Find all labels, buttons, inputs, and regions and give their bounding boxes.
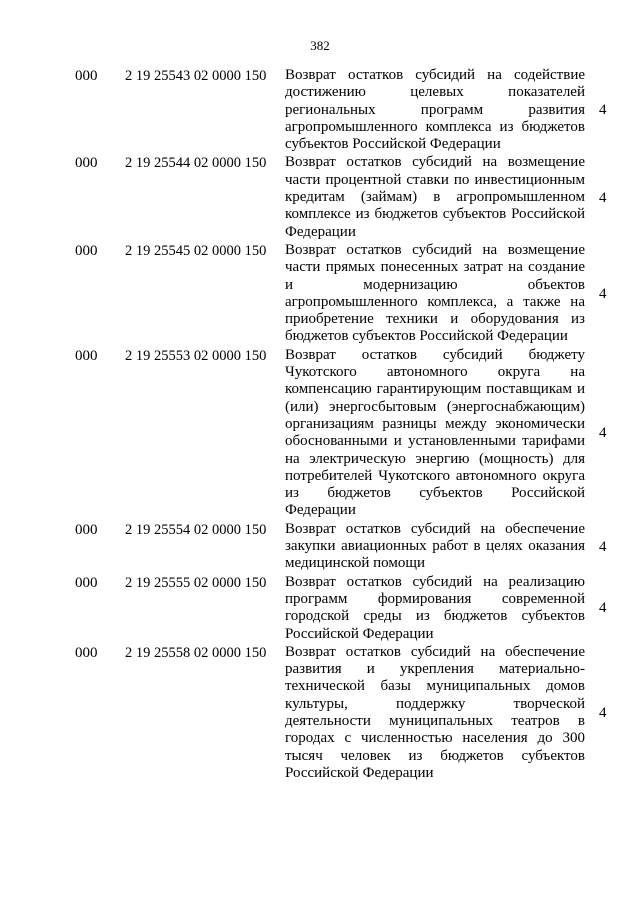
amount-value: 4 — [599, 189, 607, 206]
item-name: Возврат остатков субсидий на реализацию программ формирования современной городской среды из бюджетов субъектов Российской Федерации — [285, 573, 585, 642]
budget-classification-code: 2 19 25555 02 0000 150 — [125, 574, 267, 591]
admin-code: 000 — [75, 242, 98, 259]
table-row — [0, 521, 640, 573]
item-name: Возврат остатков субсидий на возмещение части процентной ставки по инвестиционным кредитам (займам) в агропромышленном комплексе из бюджетов субъектов Российской Федерации — [285, 154, 585, 240]
table-row — [0, 242, 640, 346]
admin-code: 000 — [75, 521, 98, 538]
table-row — [0, 574, 640, 643]
amount-value: 4 — [599, 600, 607, 617]
table-row — [0, 644, 640, 782]
admin-code: 000 — [75, 347, 98, 364]
table-row — [0, 347, 640, 520]
budget-classification-code: 2 19 25545 02 0000 150 — [125, 242, 267, 259]
item-name: Возврат остатков субсидий на обеспечение развития и укрепления материально-технической базы муниципальных домов культуры, поддержку творческой деятельности муниципальных театров в городах с численностью населения до 300 тысяч человек из бюджетов субъектов Российской Федерации — [285, 643, 585, 781]
budget-classification-code: 2 19 25553 02 0000 150 — [125, 347, 267, 364]
budget-classification-code: 2 19 25554 02 0000 150 — [125, 521, 267, 538]
item-name: Возврат остатков субсидий на возмещение части прямых понесенных затрат на создание и модернизацию объектов агропромышленного комплекса, а также на приобретение техники и оборудования из бюджетов субъектов Российской Федерации — [285, 241, 585, 345]
amount-value: 4 — [599, 102, 607, 119]
item-name: Возврат остатков субсидий на содействие достижению целевых показателей региональных программ развития агропромышленного комплекса из бюджетов субъектов Российской Федерации — [285, 67, 585, 153]
item-name: Возврат остатков субсидий бюджету Чукотского автономного округа на компенсацию гарантирующим поставщикам и (или) энергосбытовым (энергоснабжающим) организациям разницы между экономически обоснованными и установленными тарифами на электрическую энергию (мощность) для потребителей Чукотского автономного округа из бюджетов субъектов Российской Федерации — [285, 346, 585, 519]
admin-code: 000 — [75, 644, 98, 661]
amount-value: 4 — [599, 538, 607, 555]
budget-code-table — [0, 67, 640, 783]
table-row — [0, 154, 640, 240]
budget-classification-code: 2 19 25544 02 0000 150 — [125, 155, 267, 172]
admin-code: 000 — [75, 155, 98, 172]
amount-value: 4 — [599, 285, 607, 302]
budget-classification-code: 2 19 25558 02 0000 150 — [125, 644, 267, 661]
admin-code: 000 — [75, 68, 98, 84]
amount-value: 4 — [599, 425, 607, 442]
item-name: Возврат остатков субсидий на обеспечение закупки авиационных работ в целях оказания медицинской помощи — [285, 520, 585, 572]
page-number: 382 — [310, 38, 330, 53]
amount-value: 4 — [599, 704, 607, 721]
budget-classification-code: 2 19 25543 02 0000 150 — [125, 68, 267, 84]
table-row — [0, 67, 640, 153]
admin-code: 000 — [75, 574, 98, 591]
